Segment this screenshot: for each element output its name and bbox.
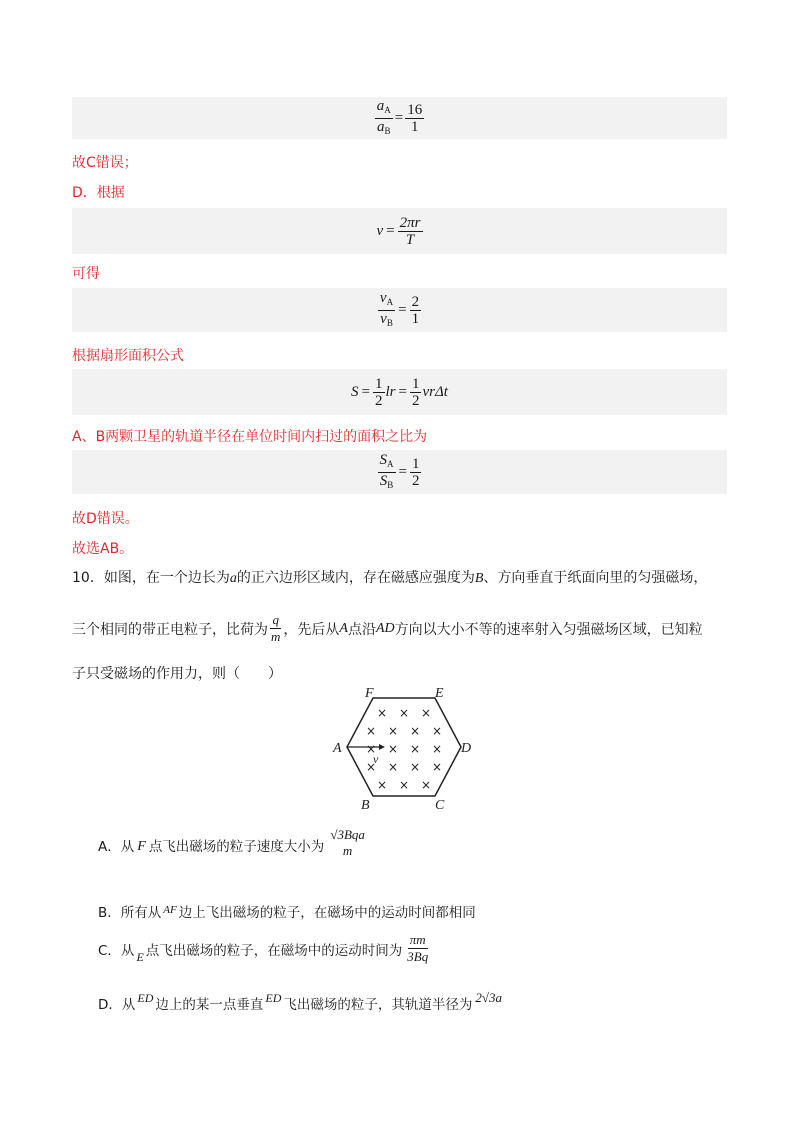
denominator: 2 xyxy=(375,392,383,409)
option-d-text: 边上的某一点垂直 xyxy=(155,997,264,1013)
velocity-arrowhead xyxy=(379,744,385,750)
field-mark: × xyxy=(431,742,443,756)
subscript: B xyxy=(386,317,393,328)
field-mark: × xyxy=(365,760,377,774)
subscript: B xyxy=(387,479,394,490)
question-text: 、方向垂直于纸面向里的匀强磁场， xyxy=(483,570,708,586)
var-S: S xyxy=(379,451,388,468)
field-mark: × xyxy=(409,760,421,774)
field-mark: × xyxy=(431,724,443,738)
question-text: 10．如图，在一个边长为 xyxy=(72,570,230,586)
var-B: B xyxy=(474,571,484,586)
field-mark: × xyxy=(398,778,410,792)
fraction-2-1 xyxy=(410,294,422,327)
var-ED: ED xyxy=(137,991,154,1005)
formula-box-sector-area xyxy=(72,369,727,415)
label-C: C xyxy=(435,798,445,811)
numerator: 1 xyxy=(375,375,383,392)
subscript: B xyxy=(384,125,391,136)
numerator: 16 xyxy=(407,101,423,118)
equals-sign: = xyxy=(398,383,407,400)
option-b-text: 边上飞出磁场的粒子，在磁场中的运动时间都相同 xyxy=(178,905,476,921)
subscript: A xyxy=(386,296,394,307)
fraction-1-2 xyxy=(410,456,422,489)
option-b[interactable] xyxy=(98,901,476,921)
equals-sign: = xyxy=(386,222,395,239)
option-a-prefix: A．从 xyxy=(98,839,135,855)
numerator: 2πr xyxy=(399,214,421,231)
numerator: √3Bqa xyxy=(330,827,365,842)
question-line-1 xyxy=(72,567,707,587)
formula-box-velocity xyxy=(72,208,727,254)
fraction-2pir-T xyxy=(398,215,423,248)
numerator: 1 xyxy=(411,455,420,472)
label-F: F xyxy=(365,686,374,701)
subscript: A xyxy=(387,458,394,469)
option-b-prefix: B．所有从 xyxy=(98,905,162,921)
text-c-wrong: 故C错误； xyxy=(72,155,138,171)
denominator: 1 xyxy=(410,118,419,135)
fraction-sqrt3Bqa-m xyxy=(328,827,367,859)
question-line-3: 子只受磁场的作用力，则（ ） xyxy=(72,666,282,682)
var-a: a xyxy=(377,118,385,135)
field-mark: × xyxy=(376,778,388,792)
var-v: v xyxy=(380,310,387,327)
value-2sqrt3a: 2√3a xyxy=(475,990,503,1005)
field-mark: × xyxy=(387,742,399,756)
label-v: v xyxy=(373,752,379,766)
fraction-one-half xyxy=(410,376,422,409)
question-text: 点沿 xyxy=(347,621,376,638)
var-a: a xyxy=(376,97,385,114)
var-E: E xyxy=(136,950,144,964)
var-v: v xyxy=(379,289,387,306)
numerator: πm xyxy=(409,932,426,947)
hexagon-magnetic-field-diagram xyxy=(325,685,475,811)
fraction-q-m xyxy=(269,612,282,645)
denominator: m xyxy=(342,843,353,858)
option-c-text: 点飞出磁场的粒子，在磁场中的运动时间为 xyxy=(145,942,403,959)
field-mark: × xyxy=(376,706,388,720)
subscript: A xyxy=(384,104,391,115)
field-mark: × xyxy=(398,706,410,720)
text-ab-area-ratio: A、B两颗卫星的轨道半径在单位时间内扫过的面积之比为 xyxy=(72,429,428,445)
option-a-text: 点飞出磁场的粒子速度大小为 xyxy=(148,839,325,855)
text-sector-area-formula: 根据扇形面积公式 xyxy=(72,348,184,364)
question-line-2 xyxy=(72,612,703,645)
option-d[interactable] xyxy=(98,990,502,1013)
text-answer-ab: 故选AB。 xyxy=(72,541,134,557)
denominator: 1 xyxy=(411,310,420,327)
equals-sign: = xyxy=(394,109,404,126)
option-d-text: 飞出磁场的粒子，其轨道半径为 xyxy=(283,997,473,1013)
formula-box-velocity-ratio xyxy=(72,288,727,332)
var-A: A xyxy=(339,620,348,636)
field-mark: × xyxy=(420,706,432,720)
denominator: 3Bq xyxy=(407,949,429,964)
fraction-16-1 xyxy=(405,102,424,135)
text-ke-de: 可得 xyxy=(72,266,100,282)
equals-sign: = xyxy=(398,301,407,318)
fraction-one-half xyxy=(373,376,385,409)
var-AD: AD xyxy=(375,620,395,636)
text-d-wrong: 故D错误。 xyxy=(72,511,139,527)
fraction-vA-vB xyxy=(378,290,395,331)
field-mark: × xyxy=(387,760,399,774)
var-AF: AF xyxy=(163,904,177,916)
field-mark: × xyxy=(365,724,377,738)
label-B: B xyxy=(361,798,370,811)
formula-box-accel-ratio xyxy=(72,97,727,139)
formula-box-area-ratio xyxy=(72,450,727,494)
option-c-prefix: C．从 xyxy=(98,942,135,959)
label-A: A xyxy=(333,741,342,756)
fraction-SA-SB xyxy=(378,452,396,493)
field-marks xyxy=(366,706,442,792)
fraction-pim-3Bq xyxy=(405,932,430,965)
var-ED: ED xyxy=(265,991,282,1005)
label-E: E xyxy=(435,686,444,701)
denominator: T xyxy=(405,231,415,248)
option-c[interactable] xyxy=(98,932,430,965)
equals-sign: = xyxy=(398,463,407,480)
field-mark: × xyxy=(420,778,432,792)
field-mark: × xyxy=(365,742,377,756)
label-D: D xyxy=(461,741,472,756)
question-text: 方向以大小不等的速率射入匀强磁场区域，已知粒 xyxy=(394,621,703,638)
fraction-aA-aB xyxy=(375,98,393,139)
denominator: m xyxy=(271,629,281,644)
term-vr-delta-t: vrΔt xyxy=(422,383,448,400)
field-mark: × xyxy=(387,724,399,738)
term-lr: lr xyxy=(385,383,396,400)
field-mark: × xyxy=(409,724,421,738)
text-d-according: D．根据 xyxy=(72,185,125,201)
var-S: S xyxy=(351,383,359,400)
question-text: 的正六边形区域内，存在磁感应强度为 xyxy=(236,570,475,586)
option-a[interactable] xyxy=(98,827,367,859)
field-mark: × xyxy=(431,760,443,774)
numerator: q xyxy=(272,612,279,627)
numerator: 2 xyxy=(411,293,420,310)
denominator: 2 xyxy=(411,472,420,489)
var-F: F xyxy=(137,839,146,854)
question-text: ，先后从 xyxy=(283,621,340,638)
var-S: S xyxy=(379,472,388,489)
var-v: v xyxy=(376,222,384,239)
var-a: a xyxy=(229,571,237,586)
numerator: 1 xyxy=(411,375,420,392)
denominator: 2 xyxy=(411,392,420,409)
field-mark: × xyxy=(409,742,421,756)
option-d-prefix: D．从 xyxy=(98,997,136,1013)
equals-sign: = xyxy=(361,383,370,400)
question-text: 三个相同的带正电粒子，比荷为 xyxy=(72,621,268,638)
